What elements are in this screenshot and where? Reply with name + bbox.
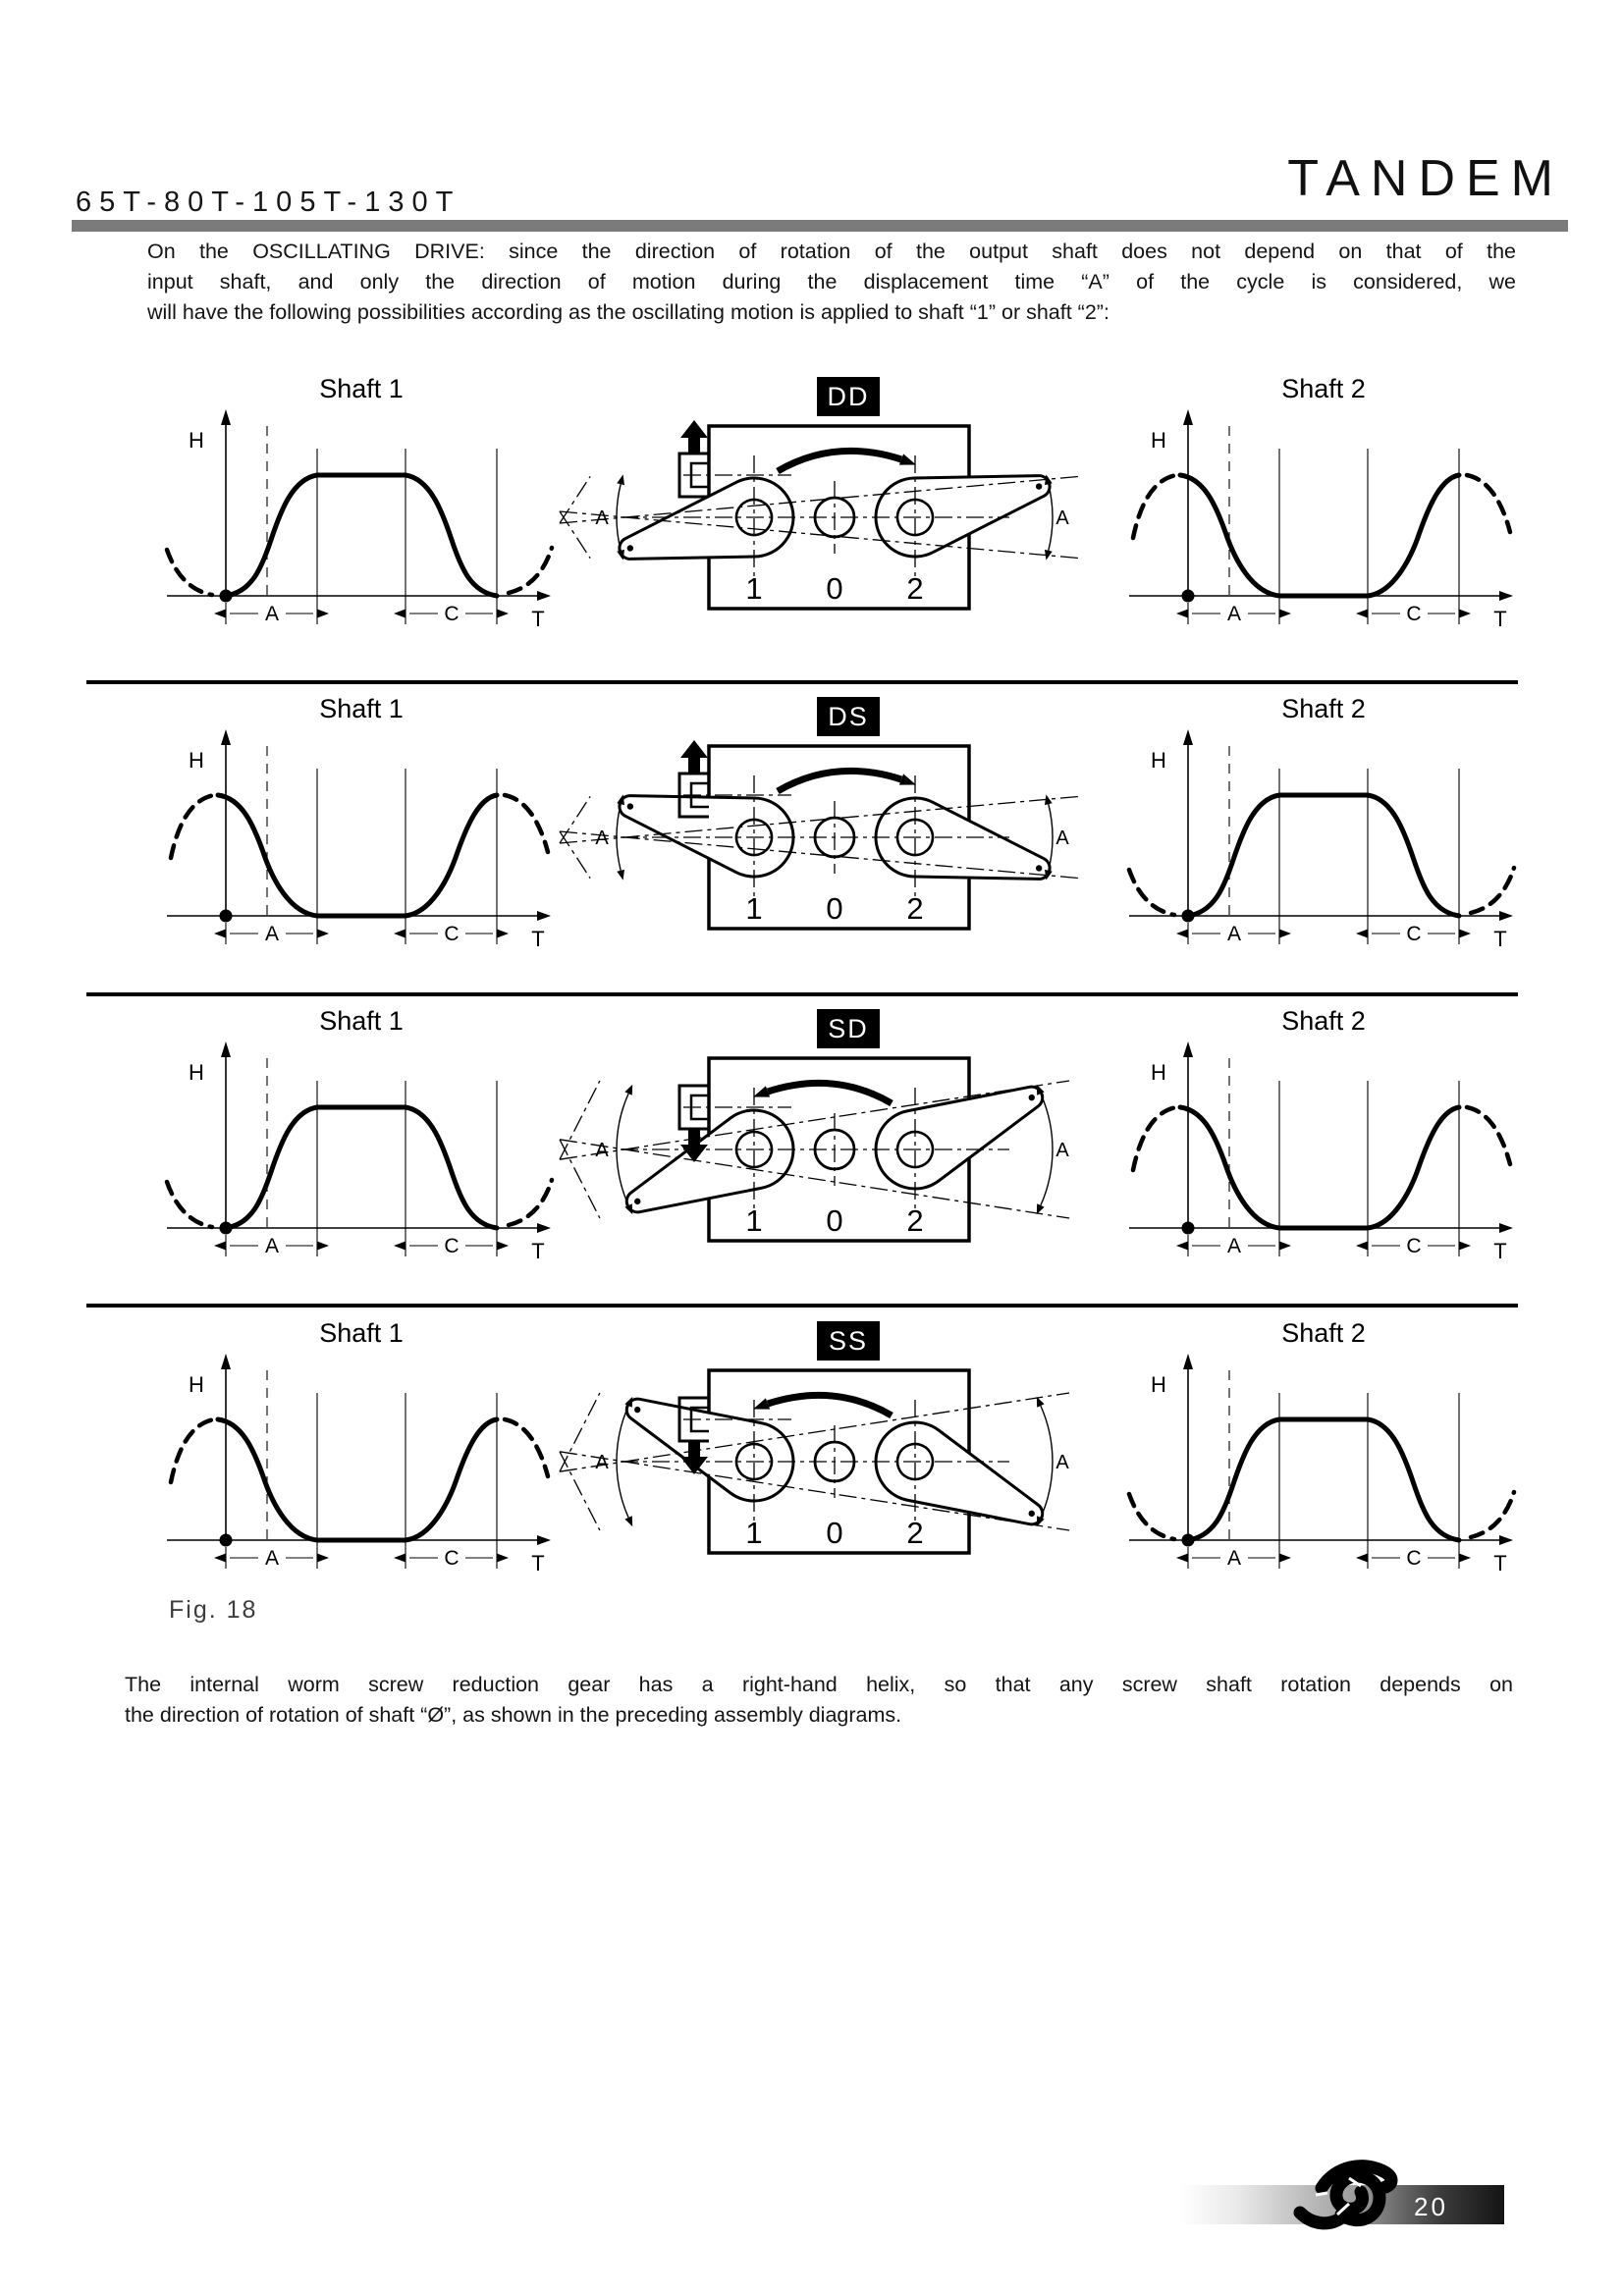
- shaft-title: Shaft 1: [319, 694, 404, 723]
- svg-text:C: C: [444, 1235, 460, 1257]
- svg-text:H: H: [1151, 1060, 1166, 1085]
- svg-text:T: T: [531, 1239, 545, 1263]
- figure-row-sd: [98, 997, 1532, 1262]
- shaft-title: Shaft 2: [1281, 694, 1366, 723]
- screw-direction-arrow-up-icon: [680, 740, 708, 774]
- svg-text:T: T: [531, 607, 545, 631]
- shaft-title: Shaft 2: [1281, 374, 1366, 403]
- assembly-code: SS: [828, 1326, 869, 1356]
- svg-text:T: T: [1493, 1551, 1507, 1575]
- brand-title: TANDEM: [1287, 150, 1564, 207]
- svg-text:T: T: [1493, 927, 1507, 951]
- mechanism-diagram-DD: [560, 365, 1070, 630]
- angle-label: A: [595, 1140, 609, 1161]
- svg-text:H: H: [189, 428, 204, 453]
- shaft2-plot-SS: [1060, 1309, 1532, 1575]
- shaft-title: Shaft 2: [1281, 1318, 1366, 1348]
- shaft-title: Shaft 1: [319, 1006, 404, 1036]
- mechanism-diagram-SS: [560, 1309, 1070, 1575]
- shaft-number: 1: [745, 1516, 763, 1550]
- svg-text:T: T: [1493, 1239, 1507, 1263]
- page-number: 20: [1414, 2192, 1448, 2221]
- angle-label: A: [1055, 507, 1069, 529]
- paragraph-line: the direction of rotation of shaft “Ø”, as shown in the preceding assembly diagrams.: [125, 1703, 902, 1727]
- row-divider: [86, 992, 1518, 996]
- assembly-code: SD: [828, 1014, 869, 1043]
- model-title: 65T-80T-105T-130T: [76, 187, 461, 218]
- mechanism-diagram-DS: [560, 685, 1070, 950]
- svg-text:A: A: [264, 603, 280, 625]
- shaft-number: 2: [906, 571, 924, 606]
- shaft-number: 2: [906, 1516, 924, 1550]
- assembly-code: DS: [828, 702, 869, 731]
- svg-text:C: C: [1406, 603, 1422, 625]
- paragraph-line: The internal worm screw reduction gear has a right-hand helix, so that any screw shaft rotation depends on: [125, 1673, 1513, 1696]
- screw-direction-arrow-up-icon: [680, 420, 708, 454]
- svg-text:T: T: [1493, 607, 1507, 631]
- shaft1-plot-DD: [98, 365, 569, 630]
- shaft1-plot-SD: [98, 997, 569, 1262]
- shaft-number: 2: [906, 891, 924, 926]
- figure-row-ss: [98, 1309, 1532, 1575]
- svg-text:T: T: [531, 1551, 545, 1575]
- assembly-code: DD: [827, 382, 870, 411]
- svg-text:A: A: [264, 1235, 280, 1257]
- paragraph-line: On the OSCILLATING DRIVE: since the direction of rotation of the output shaft does not depend on that of the: [147, 240, 1516, 263]
- svg-text:A: A: [1226, 1235, 1242, 1257]
- shaft-number: 0: [826, 1516, 843, 1550]
- shaft1-plot-SS: [98, 1309, 569, 1575]
- shaft-number: 0: [826, 891, 843, 926]
- svg-text:A: A: [264, 1547, 280, 1570]
- shaft-number: 0: [826, 571, 843, 606]
- shaft-number: 2: [906, 1203, 924, 1238]
- shaft1-plot-DS: [98, 685, 569, 950]
- angle-label: A: [595, 1452, 609, 1473]
- row-divider: [86, 1304, 1518, 1308]
- angle-label: A: [1055, 1452, 1069, 1473]
- angle-label: A: [1055, 1140, 1069, 1161]
- svg-text:C: C: [1406, 1235, 1422, 1257]
- paragraph-line: will have the following possibilities according as the oscillating motion is applied to shaft “1” or shaft “2”:: [147, 300, 1109, 324]
- svg-text:H: H: [189, 1060, 204, 1085]
- figure-row-ds: [98, 685, 1532, 950]
- svg-text:A: A: [1226, 1547, 1242, 1570]
- paragraph-line: input shaft, and only the direction of motion during the displacement time “A” of the cycle is considered, we: [147, 270, 1516, 294]
- row-divider: [86, 680, 1518, 684]
- svg-text:H: H: [1151, 1372, 1166, 1397]
- svg-text:C: C: [444, 603, 460, 625]
- angle-label: A: [1055, 828, 1069, 849]
- svg-text:A: A: [1226, 923, 1242, 945]
- brand-knot-logo-icon: [1292, 2152, 1400, 2234]
- shaft-number: 1: [745, 1203, 763, 1238]
- svg-text:H: H: [1151, 748, 1166, 773]
- svg-text:A: A: [264, 923, 280, 945]
- svg-text:T: T: [531, 927, 545, 951]
- svg-text:H: H: [189, 748, 204, 773]
- shaft-title: Shaft 1: [319, 1318, 404, 1348]
- shaft2-plot-SD: [1060, 997, 1532, 1262]
- svg-text:H: H: [189, 1372, 204, 1397]
- shaft2-plot-DS: [1060, 685, 1532, 950]
- figure-row-dd: [98, 365, 1532, 630]
- shaft-title: Shaft 1: [319, 374, 404, 403]
- svg-text:C: C: [1406, 1547, 1422, 1570]
- angle-label: A: [595, 507, 609, 529]
- shaft-number: 0: [826, 1203, 843, 1238]
- svg-text:C: C: [1406, 923, 1422, 945]
- shaft-title: Shaft 2: [1281, 1006, 1366, 1036]
- closing-paragraph: [125, 1670, 1513, 1731]
- svg-text:C: C: [444, 1547, 460, 1570]
- angle-label: A: [595, 828, 609, 849]
- svg-text:A: A: [1226, 603, 1242, 625]
- shaft-number: 1: [745, 571, 763, 606]
- svg-text:C: C: [444, 923, 460, 945]
- shaft-number: 1: [745, 891, 763, 926]
- figure-caption: Fig. 18: [169, 1596, 258, 1624]
- svg-text:H: H: [1151, 428, 1166, 453]
- mechanism-diagram-SD: [560, 997, 1070, 1262]
- shaft2-plot-DD: [1060, 365, 1532, 630]
